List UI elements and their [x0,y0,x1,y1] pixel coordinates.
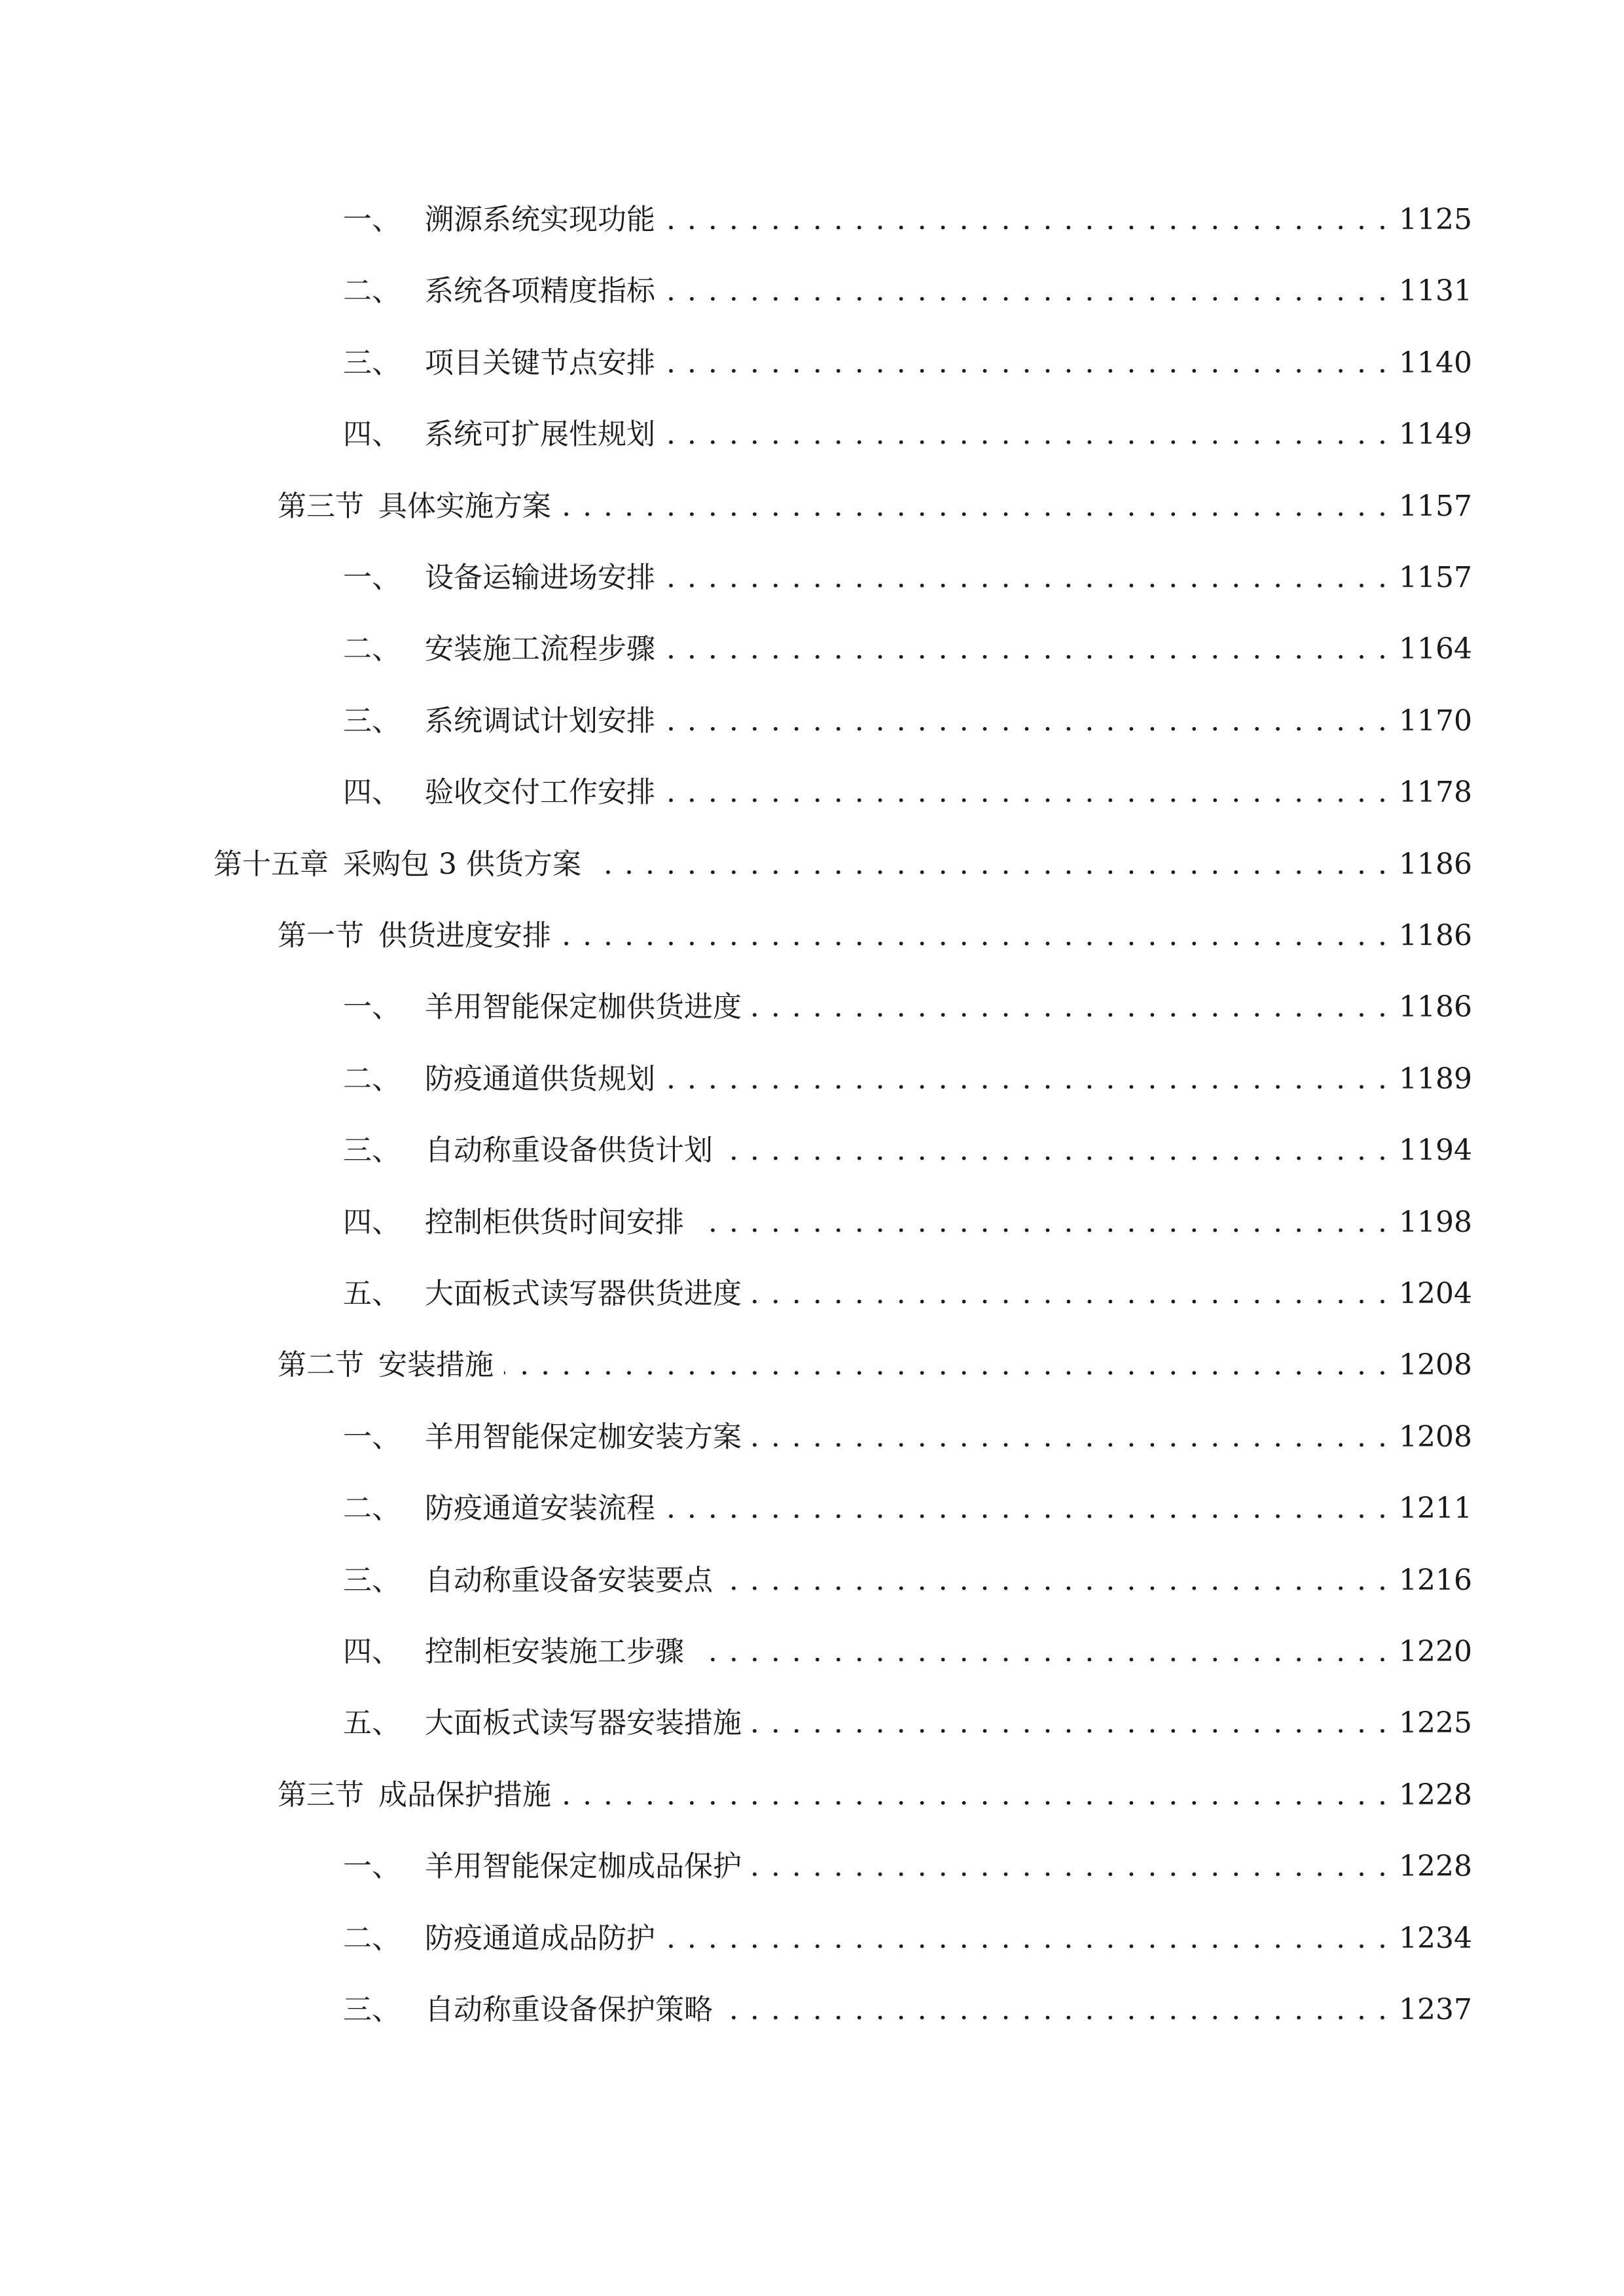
toc-entry-title: 系统调试计划安排 [425,704,655,738]
toc-entry[interactable] [343,766,1472,819]
toc-entry[interactable] [343,337,1472,389]
toc-dot-leader [666,766,1388,819]
toc-dot-leader [592,838,1388,891]
toc-entry-title: 设备运输进场安排 [425,561,655,594]
toc-entry-number: 第二节 [278,1348,364,1382]
toc-entry-title: 系统各项精度指标 [425,274,655,308]
toc-entry-title: 大面板式读写器安装措施 [425,1706,742,1740]
toc-dot-leader [723,1554,1388,1607]
toc-entry-number: 二、 [343,1062,401,1096]
toc-entry[interactable] [343,623,1472,675]
toc-entry-title: 防疫通道成品防护 [425,1921,655,1955]
toc-entry-title: 具体实施方案 [378,489,551,523]
toc-entry[interactable] [343,1124,1472,1177]
toc-entry-page-number: 1228 [1399,1778,1472,1812]
toc-entry[interactable] [343,1482,1472,1535]
toc-entry-title: 项目关键节点安排 [425,346,655,380]
toc-entry[interactable] [343,1268,1472,1320]
toc-entry-page-number: 1211 [1399,1492,1472,1526]
toc-dot-leader [666,695,1388,747]
toc-entry-number: 一、 [343,990,401,1024]
toc-entry-title: 自动称重设备安装要点 [425,1563,713,1597]
toc-entry-number: 二、 [343,1921,401,1955]
toc-dot-leader [695,1626,1388,1678]
toc-entry[interactable] [343,981,1472,1033]
toc-entry-page-number: 1131 [1399,274,1472,308]
toc-dot-leader [504,1339,1388,1391]
toc-entry-title: 羊用智能保定枷成品保护 [425,1850,742,1884]
toc-entry-page-number: 1178 [1399,776,1472,810]
toc-dot-leader [562,480,1388,533]
toc-dot-leader [752,1697,1388,1749]
toc-dot-leader [752,1411,1388,1463]
toc-entry-title: 羊用智能保定枷安装方案 [425,1420,742,1454]
toc-entry-page-number: 1225 [1399,1706,1472,1740]
toc-entry[interactable] [343,1697,1472,1749]
toc-dot-leader [666,265,1388,317]
toc-entry-number: 四、 [343,1635,401,1668]
toc-entry-number: 三、 [343,1993,401,2026]
toc-entry-title: 控制柜供货时间安排 [425,1205,684,1239]
toc-entry-page-number: 1198 [1399,1205,1472,1239]
toc-dot-leader [666,1053,1388,1105]
toc-entry[interactable] [278,1339,1472,1391]
toc-entry-number: 三、 [343,346,401,380]
toc-entry-number: 四、 [343,1205,401,1239]
toc-dot-leader [666,1482,1388,1535]
toc-entry-page-number: 1170 [1399,704,1472,738]
toc-entry-page-number: 1234 [1399,1921,1472,1955]
toc-dot-leader [752,981,1388,1033]
toc-entry-page-number: 1208 [1399,1348,1472,1382]
toc-entry[interactable] [278,910,1472,962]
toc-dot-leader [666,337,1388,389]
toc-dot-leader [723,1124,1388,1177]
toc-entry-title: 验收交付工作安排 [425,776,655,810]
toc-entry-title: 安装措施 [378,1348,494,1382]
toc-entry-page-number: 1186 [1399,919,1472,952]
toc-entry-number: 第一节 [278,919,364,952]
toc-dot-leader [752,1840,1388,1893]
toc-entry-title: 自动称重设备保护策略 [425,1993,713,2026]
toc-entry-page-number: 1186 [1399,990,1472,1024]
toc-entry-title: 羊用智能保定枷供货进度 [425,990,742,1024]
toc-entry-page-number: 1186 [1399,847,1472,881]
toc-dot-leader [562,910,1388,962]
toc-entry-page-number: 1189 [1399,1062,1472,1096]
toc-entry-page-number: 1194 [1399,1134,1472,1168]
toc-entry-page-number: 1220 [1399,1635,1472,1668]
toc-entry[interactable] [343,1626,1472,1678]
toc-entry[interactable] [343,1053,1472,1105]
toc-entry[interactable] [278,1769,1472,1821]
toc-entry-title: 防疫通道安装流程 [425,1492,655,1526]
toc-entry[interactable] [343,1554,1472,1607]
toc-entry-number: 三、 [343,1134,401,1168]
toc-entry-title: 控制柜安装施工步骤 [425,1635,684,1668]
toc-entry-page-number: 1157 [1399,561,1472,594]
toc-entry-number: 一、 [343,203,401,236]
toc-entry-number: 一、 [343,1850,401,1884]
toc-entry-page-number: 1157 [1399,489,1472,523]
toc-entry-number: 一、 [343,561,401,594]
toc-entry-page-number: 1204 [1399,1277,1472,1310]
toc-entry-title: 系统可扩展性规划 [425,418,655,452]
toc-entry-title: 防疫通道供货规划 [425,1062,655,1096]
toc-entry[interactable] [343,1984,1472,2036]
toc-entry-number: 一、 [343,1420,401,1454]
toc-dot-leader [666,1912,1388,1965]
toc-entry[interactable] [343,408,1472,461]
toc-entry-page-number: 1164 [1399,632,1472,666]
toc-entry-number: 五、 [343,1277,401,1310]
toc-entry[interactable] [343,1411,1472,1463]
toc-dot-leader [752,1268,1388,1320]
toc-entry-number: 第三节 [278,489,364,523]
toc-dot-leader [695,1196,1388,1249]
toc-dot-leader [562,1769,1388,1821]
toc-entry-number: 第三节 [278,1778,364,1812]
toc-entry-title: 安装施工流程步骤 [425,632,655,666]
toc-entry-number: 三、 [343,704,401,738]
toc-entry-title: 成品保护措施 [378,1778,551,1812]
toc-entry[interactable] [278,480,1472,533]
toc-entry[interactable] [343,265,1472,317]
toc-entry-number: 二、 [343,1492,401,1526]
toc-entry[interactable] [213,838,1472,891]
toc-entry-number: 第十五章 [213,847,329,881]
toc-entry-page-number: 1237 [1399,1993,1472,2026]
toc-entry[interactable] [343,552,1472,604]
toc-entry-page-number: 1216 [1399,1563,1472,1597]
toc-entry[interactable] [343,1912,1472,1965]
toc-entry-page-number: 1140 [1399,346,1472,380]
toc-entry-page-number: 1208 [1399,1420,1472,1454]
toc-entry-page-number: 1125 [1399,203,1472,236]
toc-entry[interactable] [343,695,1472,747]
toc-entry-number: 三、 [343,1563,401,1597]
toc-entry-title: 供货进度安排 [378,919,551,952]
toc-entry[interactable] [343,194,1472,246]
toc-dot-leader [666,552,1388,604]
toc-dot-leader [666,194,1388,246]
toc-entry-title: 自动称重设备供货计划 [425,1134,713,1168]
toc-entry-page-number: 1149 [1399,418,1472,452]
toc-entry-number: 二、 [343,632,401,666]
toc-entry-number: 四、 [343,776,401,810]
toc-dot-leader [723,1984,1388,2036]
toc-entry[interactable] [343,1840,1472,1893]
toc-dot-leader [666,623,1388,675]
toc-entry-number: 二、 [343,274,401,308]
toc-entry[interactable] [343,1196,1472,1249]
toc-entry-title: 溯源系统实现功能 [425,203,655,236]
toc-dot-leader [666,408,1388,461]
toc-entry-title: 采购包 3 供货方案 [343,847,581,881]
toc-entry-page-number: 1228 [1399,1850,1472,1884]
toc-entry-number: 四、 [343,418,401,452]
toc-entry-title: 大面板式读写器供货进度 [425,1277,742,1310]
toc-entry-number: 五、 [343,1706,401,1740]
